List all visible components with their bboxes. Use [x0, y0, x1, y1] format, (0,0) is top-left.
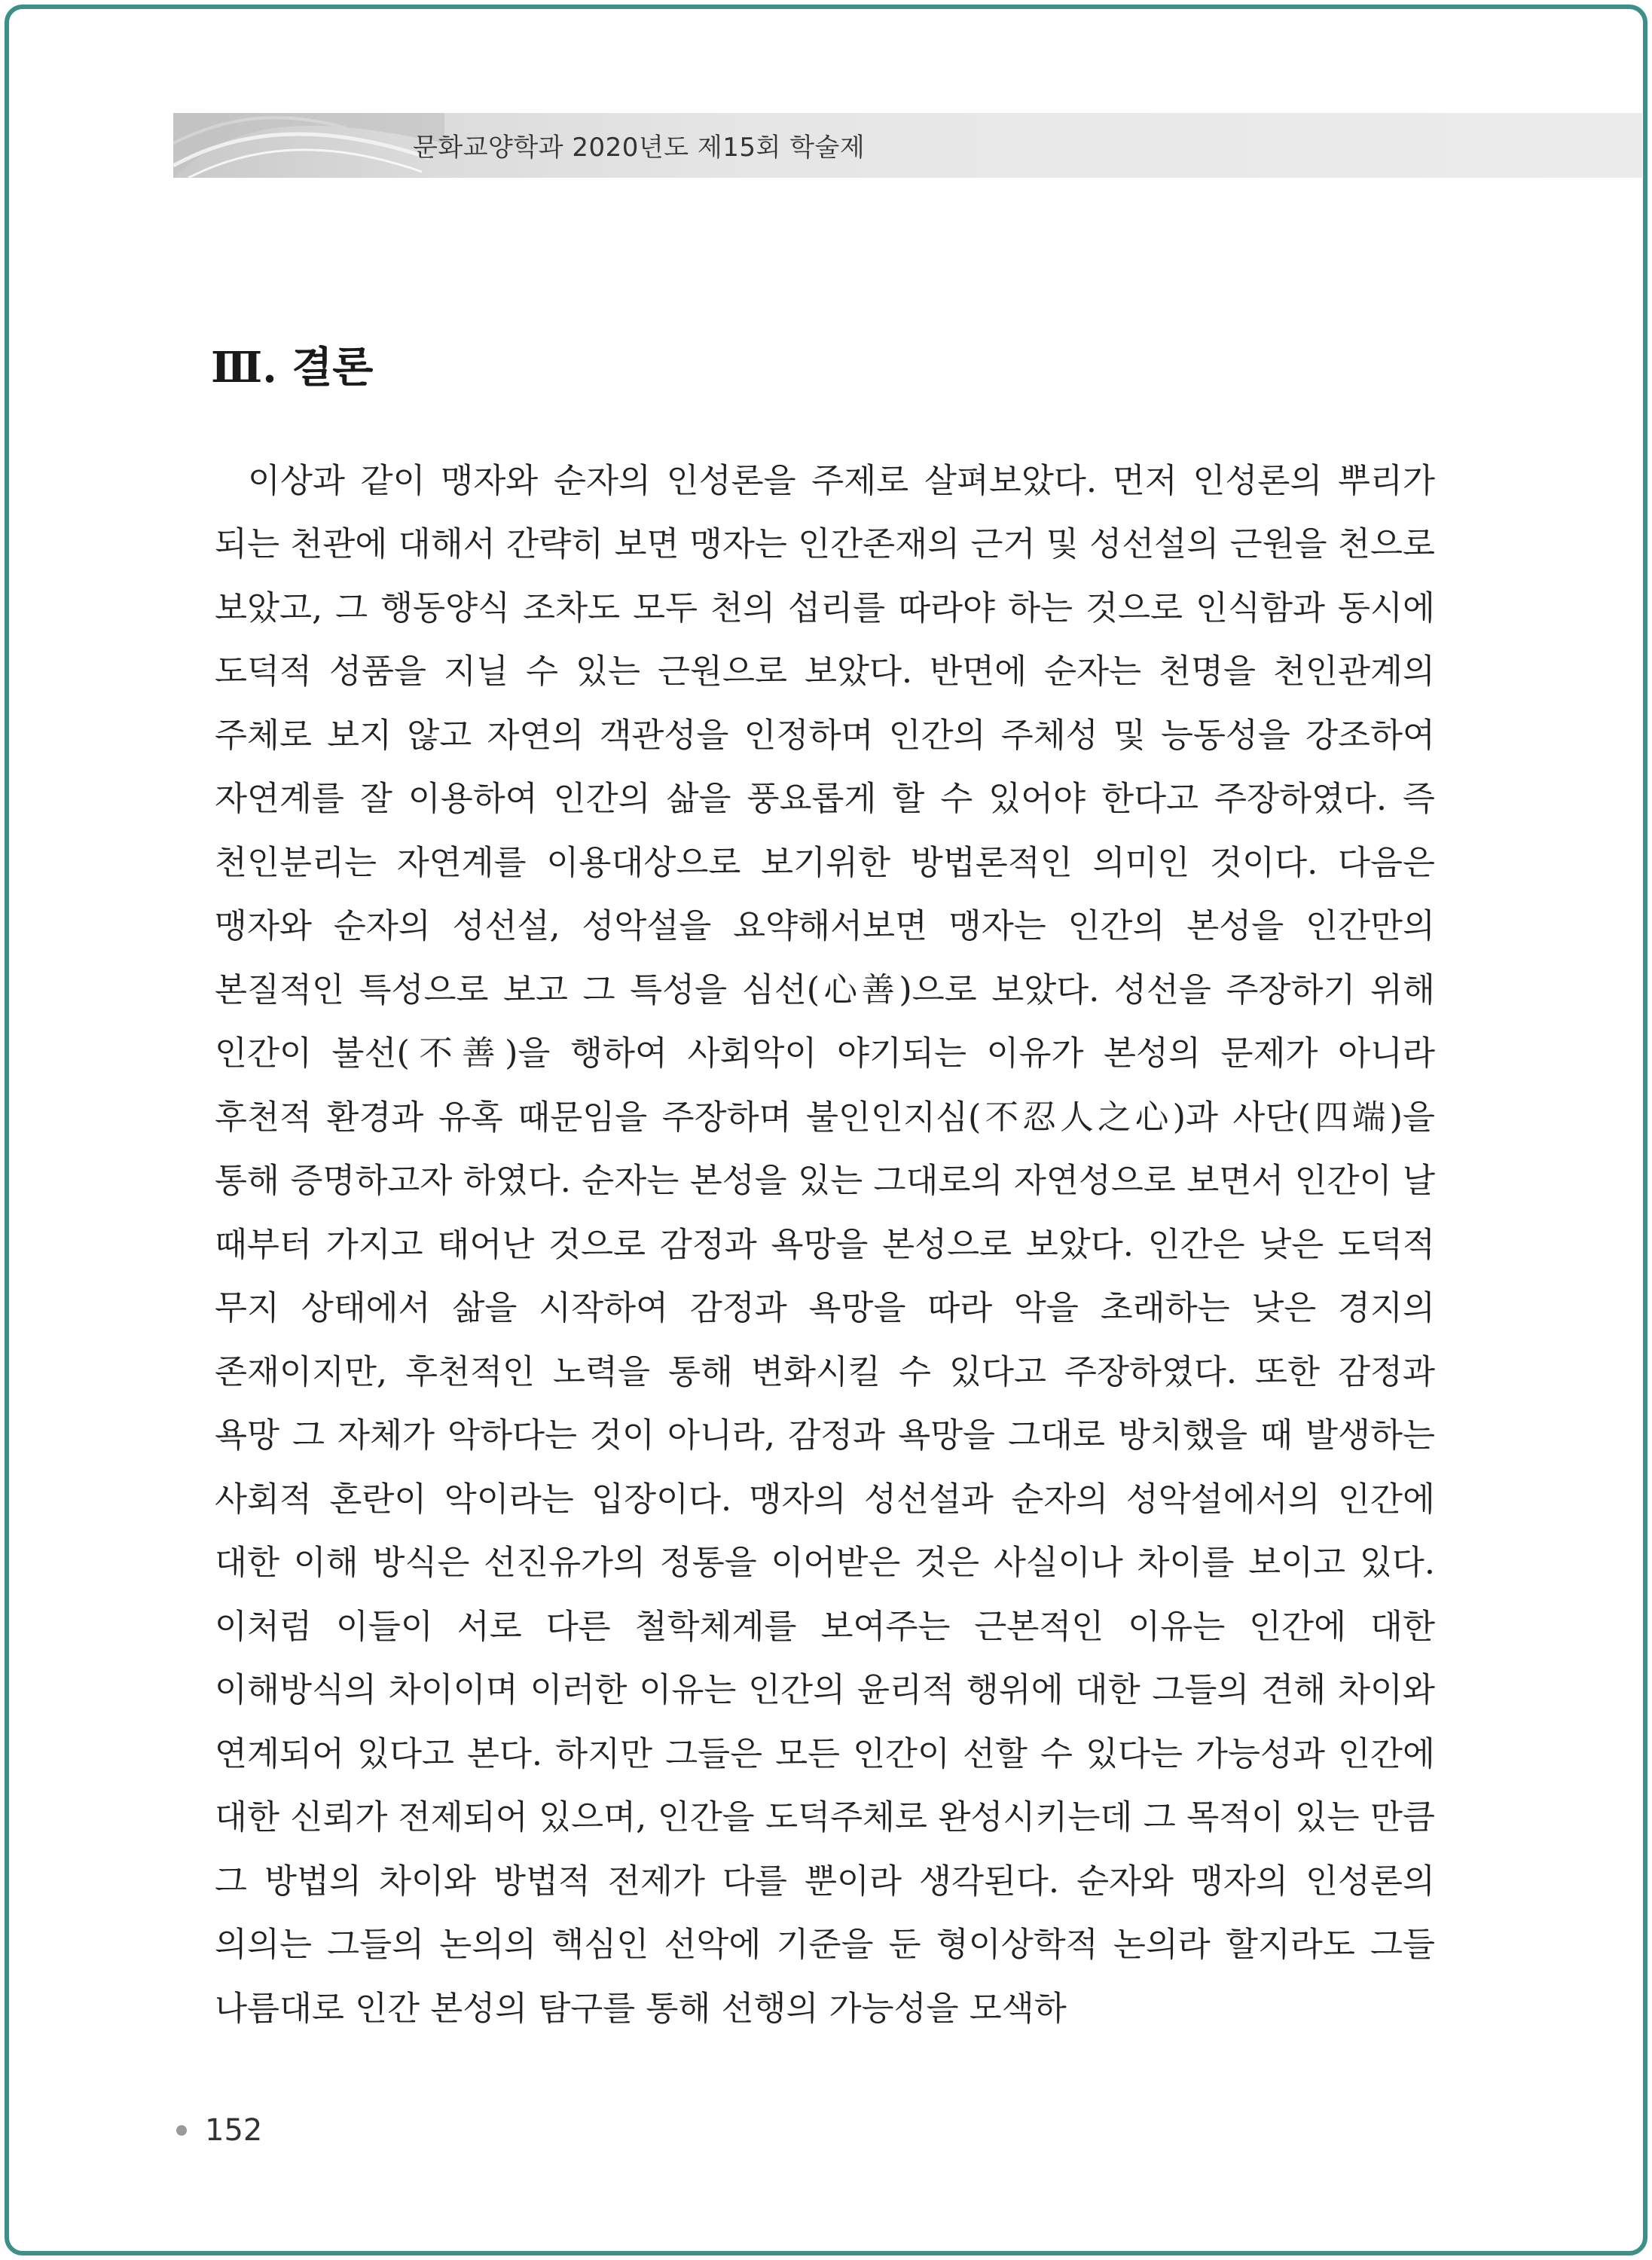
- header-swirl-decoration: [173, 113, 444, 178]
- running-header: [173, 113, 1642, 178]
- page-footer: [176, 2108, 262, 2153]
- section-heading: Ⅲ. 결론: [211, 343, 374, 393]
- bullet-dot-icon: [176, 2125, 187, 2136]
- body-paragraph: 이상과 같이 맹자와 순자의 인성론을 주제로 살펴보았다. 먼저 인성론의 뿌리가 되는 천관에 대해서 간략히 보면 맹자는 인간존재의 근거 및 성선설의 근원을 천으로 보았고, 그 행동양식 조차도 모두 천의 섭리를 따라야 하는 것으로 인식함과 동시에 도덕적 성품을 지닐 수 있는 근원으로 보았다. 반면에 순자는 천명을 천인관계의 주체로 보지 않고 자연의 객관성을 인정하며 인간의 주체성 및 능동성을 강조하여 자연계를 잘 이용하여 인간의 삶을 풍요롭게 할 수 있어야 한다고 주장하였다. 즉 천인분리는 자연계를 이용대상으로 보기위한 방법론적인 의미인 것이다. 다음은 맹자와 순자의 성선설, 성악설을 요약해서보면 맹자는 인간의 본성을 인간만의 본질적인 특성으로 보고 그 특성을 심선(心善)으로 보았다. 성선을 주장하기 위해 인간이 불선(不善)을 행하여 사회악이 야기되는 이유가 본성의 문제가 아니라 후천적 환경과 유혹 때문임을 주장하며 불인인지심(不忍人之心)과 사단(四端)을 통해 증명하고자 하였다. 순자는 본성을 있는 그대로의 자연성으로 보면서 인간이 날 때부터 가지고 태어난 것으로 감정과 욕망을 본성으로 보았다. 인간은 낮은 도덕적 무지 상태에서 삶을 시작하여 감정과 욕망을 따라 악을 초래하는 낮은 경지의 존재이지만, 후천적인 노력을 통해 변화시킬 수 있다고 주장하였다. 또한 감정과 욕망 그 자체가 악하다는 것이 아니라, 감정과 욕망을 그대로 방치했을 때 발생하는 사회적 혼란이 악이라는 입장이다. 맹자의 성선설과 순자의 성악설에서의 인간에 대한 이해 방식은 선진유가의 정통을 이어받은 것은 사실이나 차이를 보이고 있다. 이처럼 이들이 서로 다른 철학체계를 보여주는 근본적인 이유는 인간에 대한 이해방식의 차이이며 이러한 이유는 인간의 윤리적 행위에 대한 그들의 견해 차이와 연계되어 있다고 본다. 하지만 그들은 모든 인간이 선할 수 있다는 가능성과 인간에 대한 신뢰가 전제되어 있으며, 인간을 도덕주체로 완성시키는데 그 목적이 있는 만큼 그 방법의 차이와 방법적 전제가 다를 뿐이라 생각된다. 순자와 맹자의 인성론의 의의는 그들의 논의의 핵심인 선악에 기준을 둔 형이상학적 논의라 할지라도 그들 나름대로 인간 본성의 탐구를 통해 선행의 가능성을 모색하: [215, 461, 1435, 2028]
- header-title: 문화교양학과 2020년도 제15회 학술제: [413, 133, 866, 163]
- page-number: 152: [205, 2113, 263, 2148]
